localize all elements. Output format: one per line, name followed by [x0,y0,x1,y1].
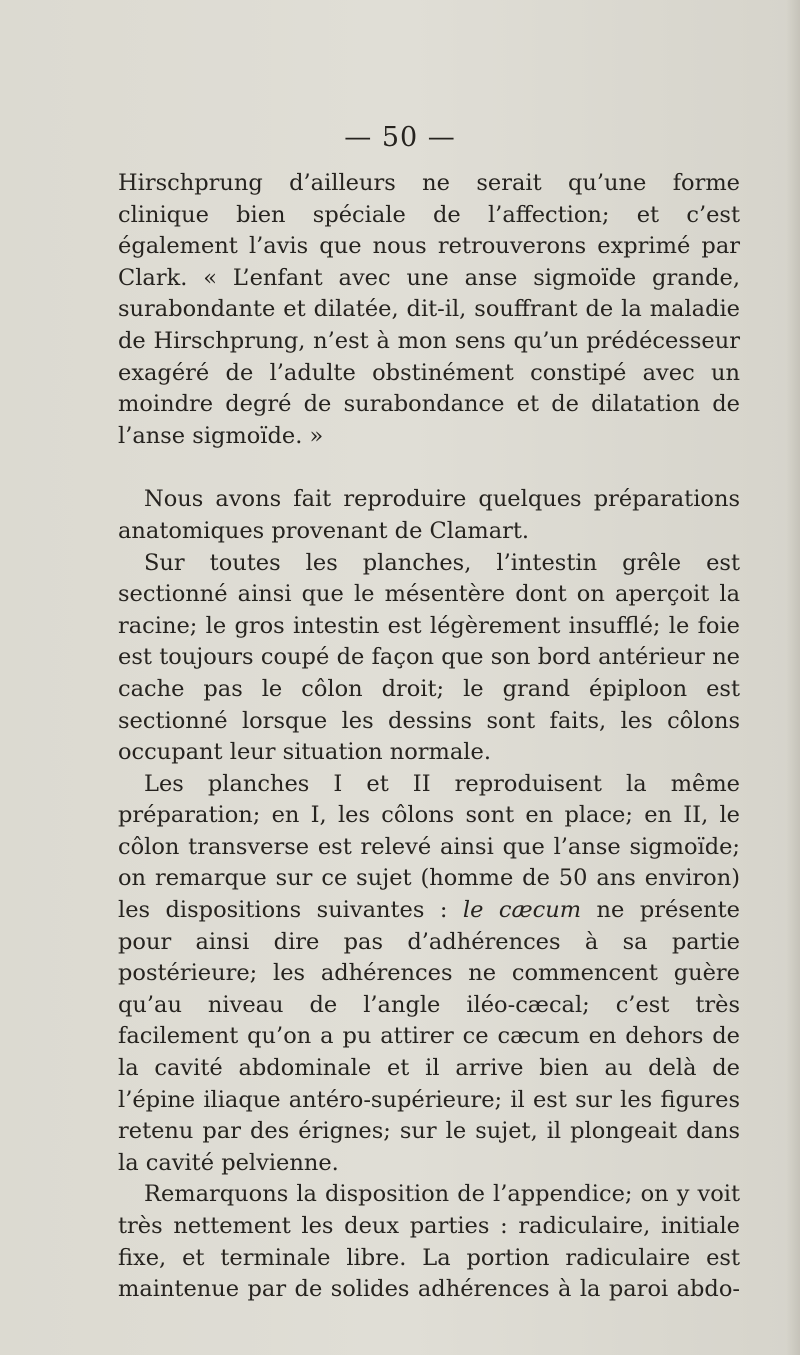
paragraph-4 [118,769,740,1180]
page-number: — 50 — [344,122,456,153]
body-text [118,168,740,1306]
italic-term-caecum: le cæcum [462,897,582,924]
paragraph-1: Hirschprung d’ailleurs ne serait qu’une forme clinique bien spéciale de l’affection; et c’est également l’avis que nous retrouverons exprimé par Clark. « L’enfant avec une anse sigmoïde grande, surabondante et dilatée, dit-il, souffrant de la maladie de Hirschprung, n’est à mon sens qu’un prédécesseur exagéré de l’adulte obstinément constipé avec un moindre degré de surabondance et de dilatation de l’anse sigmoïde. » [118,170,740,449]
paragraph-4-part-1: Les planches I et II reproduisent la même préparation; en I, les côlons sont en place; en II, le côlon transverse est relevé ainsi que l’anse sigmoïde; on remarque sur ce sujet (homme de 50 ans environ) les dispositions suivantes : [118,770,740,924]
paragraph-4-part-2: ne présente pour ainsi dire pas d’adhérences à sa partie postérieure; les adhérences ne commencent guère qu’au niveau de l’angle iléo-cæcal; c’est très facilement qu’on a pu attirer ce cæcum en dehors de la cavité abdominale et il arrive bien au delà de l’épine iliaque antéro-supérieure; il est sur les figures retenu par des érignes; sur le sujet, il plongeait dans la cavité pelvienne. [118,897,740,1176]
page-edge-shadow [786,0,800,1355]
paragraph-5: Remarquons la disposition de l’appendice; on y voit très nettement les deux parties : radiculaire, initiale fixe, et terminale libre. La portion radiculaire est maintenue par de solides adhérences à la paroi abdo- [118,1181,740,1303]
paragraph-gap [118,452,740,484]
paragraph-3: Sur toutes les planches, l’intestin grêle est sectionné ainsi que le mésentère dont on aperçoit la racine; le gros intestin est légèrement insufflé; le foie est toujours coupé de façon que son bord antérieur ne cache pas le côlon droit; le grand épiploon est sectionné lorsque les dessins sont faits, les côlons occupant leur situation normale. [118,549,740,766]
paragraph-2: Nous avons fait reproduire quelques préparations anatomiques provenant de Clamart. [118,486,740,544]
